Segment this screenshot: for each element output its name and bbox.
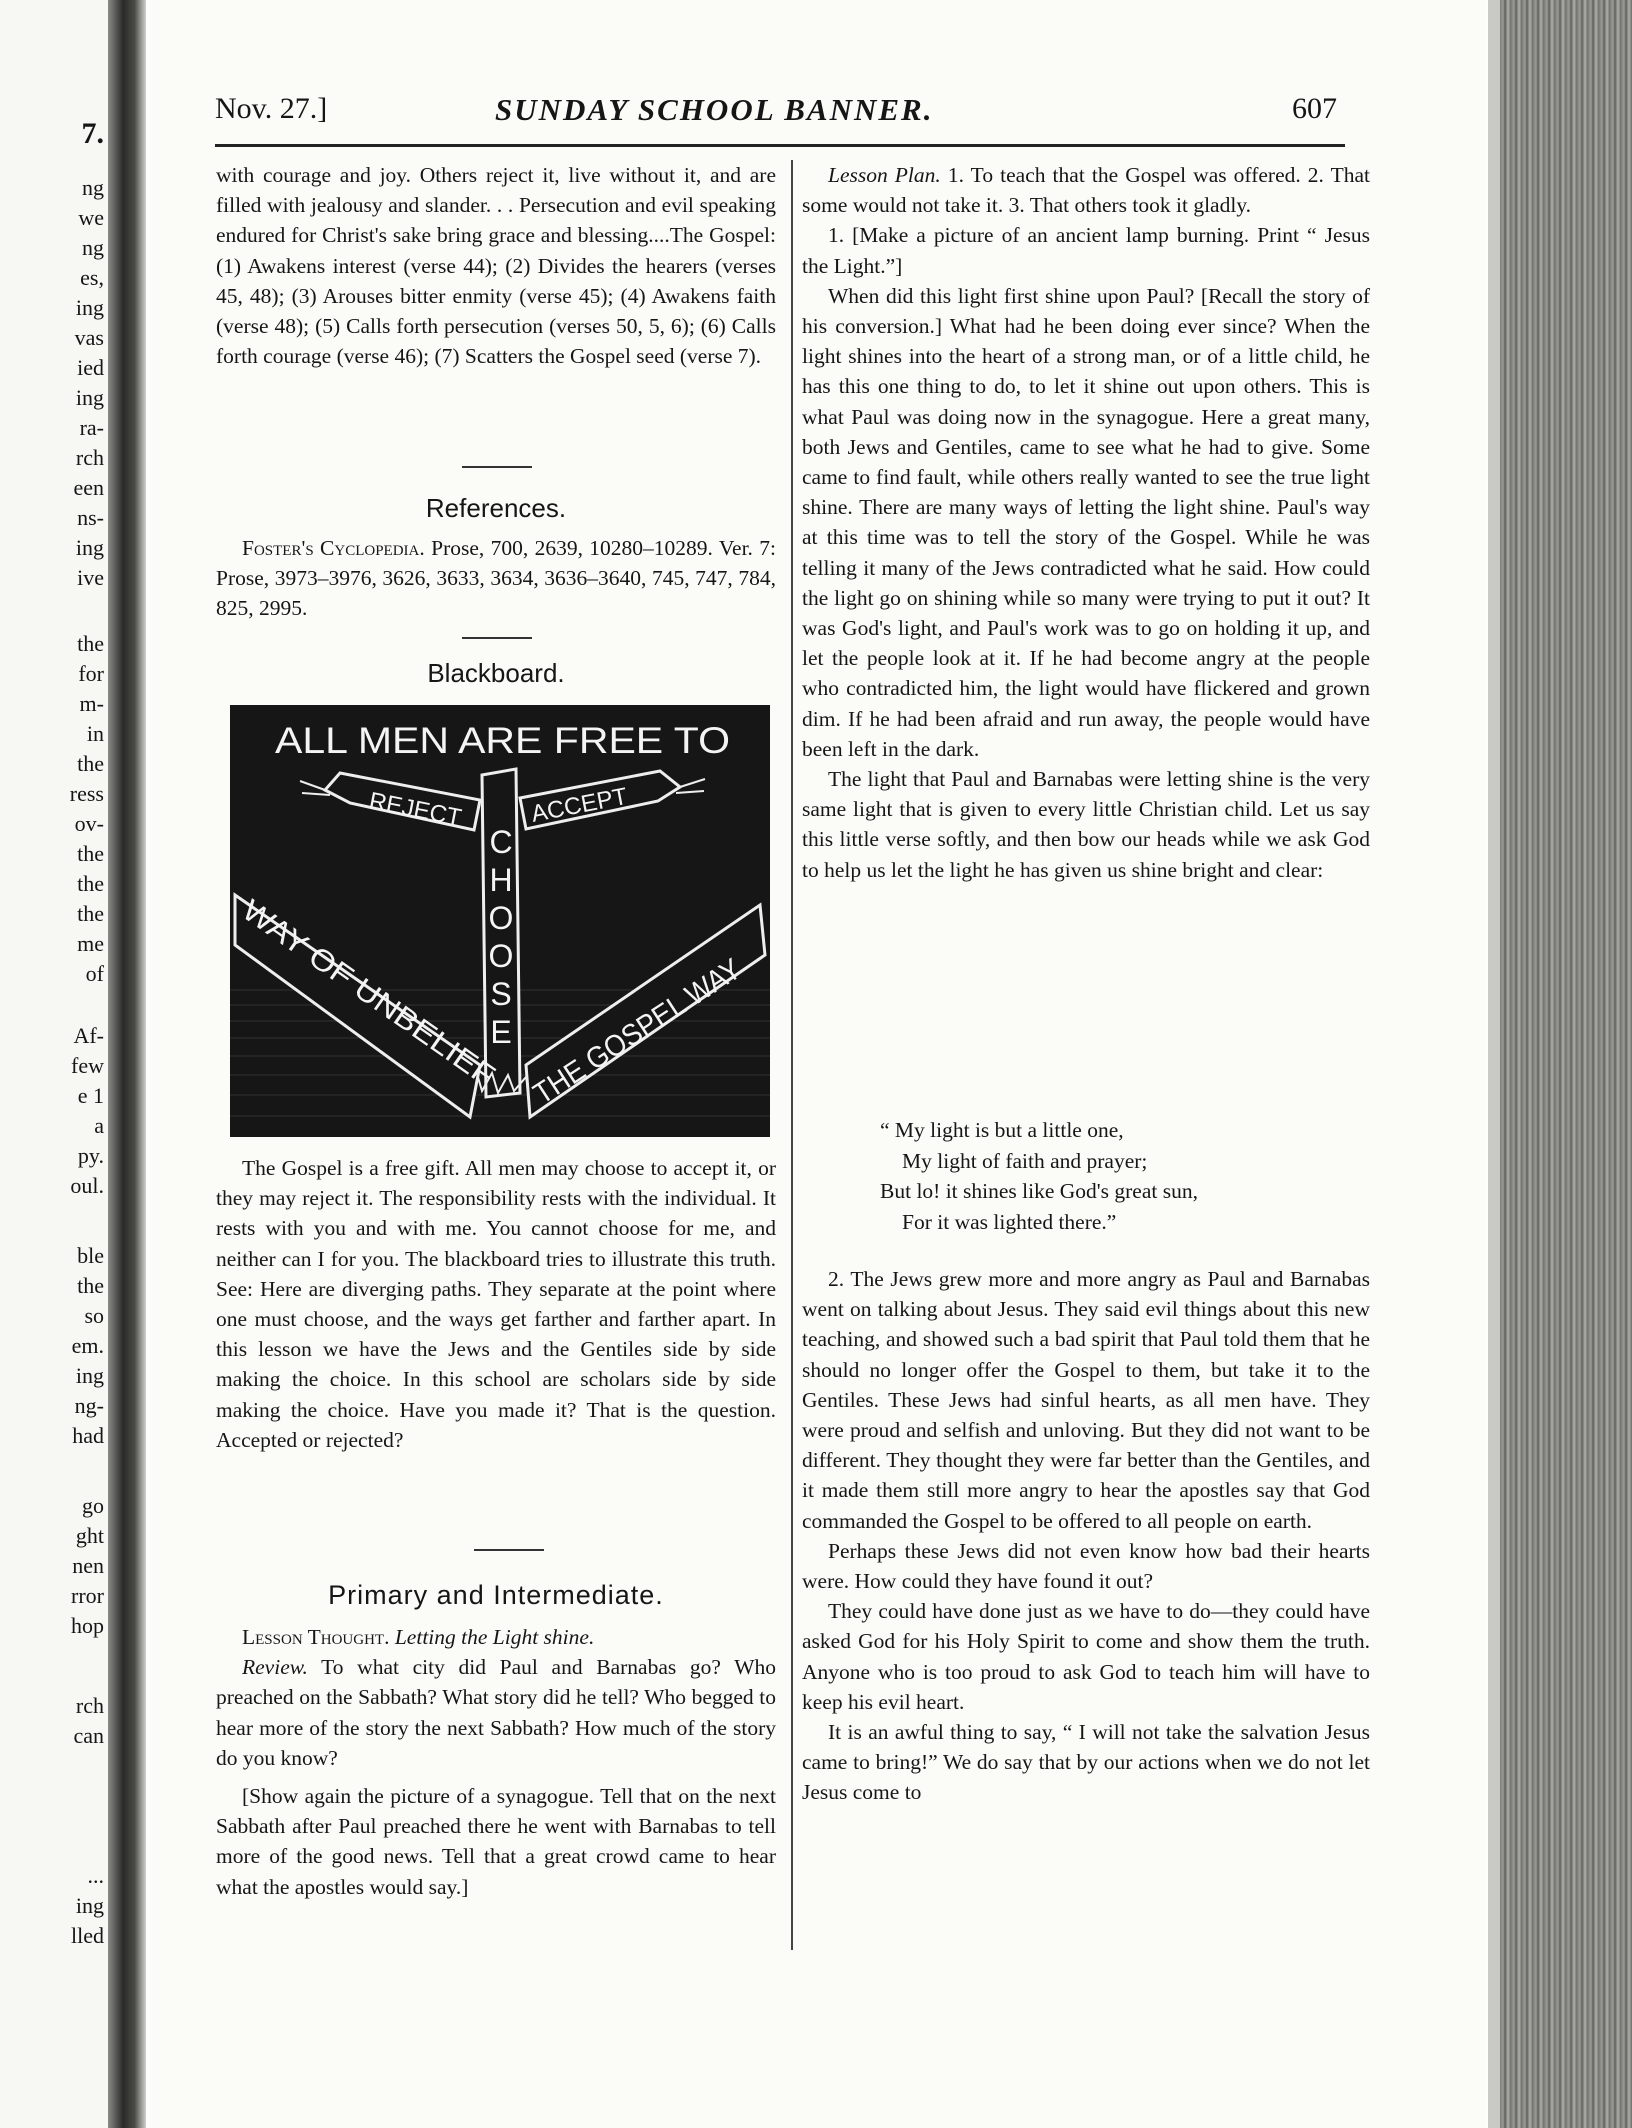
- prev-page-fragment: ied: [77, 355, 104, 380]
- prev-page-fragment: the: [77, 901, 104, 926]
- previous-page-margin-text: [0, 112, 104, 2012]
- prev-page-fragment: me: [77, 931, 104, 956]
- prev-page-fragment: nen: [72, 1553, 104, 1578]
- prev-page-fragment: ble: [77, 1243, 104, 1268]
- left-column-top: [216, 160, 776, 371]
- prev-page-fragment: the: [77, 1273, 104, 1298]
- references-text: Prose, 700, 2639, 10280–10289. Ver. 7: Prose, 3973–3976, 3626, 3633, 3634, 3636–3640, 745, 747, 784, 825, 2995.: [216, 536, 776, 621]
- prev-page-fragment: m-: [79, 691, 104, 716]
- prev-page-fragment: ov-: [74, 811, 104, 836]
- page-number: 607: [1292, 92, 1337, 125]
- review-label: Review.: [242, 1655, 308, 1680]
- choose-letter: E: [490, 1014, 512, 1050]
- prev-page-fragment: oul.: [70, 1173, 104, 1198]
- synagogue-instruction: [Show again the picture of a synagogue. Tell that on the next Sabbath after Paul preached there he went with Barnabas to tell more of the good news. Tell that a great crowd came to hear what the apostles would say.]: [216, 1784, 776, 1899]
- prev-page-fragment: few: [71, 1053, 104, 1078]
- prev-page-fragment: had: [72, 1423, 104, 1448]
- gospel-way-label: THE GOSPEL WAY: [527, 939, 768, 1111]
- prev-page-fragment: the: [77, 751, 104, 776]
- lesson-thought-label: Lesson Thought.: [242, 1625, 390, 1649]
- running-header: [215, 92, 1347, 138]
- blackboard-paragraph: The Gospel is a free gift. All men may choose to accept it, or they may reject it. The responsibility rests with the individual. It rests with you and with me. You cannot choose for me, and neither can I for you. The blackboard tries to illustrate this truth. See: Here are diverging paths. They separate at the point where one must choose, and the ways get farther and farther apart. In this lesson we have the Jews and the Gentiles side by side making the choice. In this school are scholars side by side making the choice. Have you made it? That is the question. Accepted or rejected?: [216, 1156, 776, 1452]
- prev-page-fragment: ing: [75, 295, 104, 320]
- choose-letter: O: [488, 938, 514, 974]
- prev-page-fragment: so: [84, 1303, 104, 1328]
- salvation-paragraph: It is an awful thing to say, “ I will not take the salvation Jesus came to bring!” We do say that by our actions when we do not let Jesus come to: [802, 1720, 1370, 1805]
- header-rule: [215, 144, 1345, 147]
- lesson-plan-text: 1. To teach that the Gospel was offered. 2. That some would not take it. 3. That others took it gladly.: [802, 163, 1371, 218]
- choose-letter: C: [489, 824, 513, 860]
- prev-page-fragment: the: [77, 871, 104, 896]
- choose-letter: O: [488, 900, 514, 936]
- header-title: SUNDAY SCHOOL BANNER.: [495, 92, 934, 127]
- prev-page-fragment: ns-: [77, 505, 104, 530]
- accept-label: ACCEPT: [528, 782, 630, 828]
- lamp-instruction: 1. [Make a picture of an ancient lamp burning. Print “ Jesus the Light.”]: [802, 223, 1370, 278]
- references-source: Foster's Cyclopedia.: [242, 536, 425, 560]
- prev-page-fragment: ght: [75, 1523, 104, 1548]
- right-column-top: [802, 160, 1370, 885]
- prev-page-fragment: ive: [77, 565, 104, 590]
- holy-spirit-paragraph: They could have done just as we have to do—they could have asked God for his Holy Spirit to come and show them the truth. Anyone who is too proud to ask God to teach him will have to keep his evil heart.: [802, 1599, 1370, 1714]
- prev-page-fragment: Af-: [73, 1023, 104, 1048]
- reject-label: REJECT: [366, 787, 464, 832]
- prev-page-fragment: ng: [82, 175, 104, 200]
- choose-letter: H: [489, 862, 513, 898]
- section-rule: [474, 1549, 544, 1551]
- primary-intermediate-block: [216, 1622, 776, 1902]
- prev-page-fragment: of: [85, 961, 104, 986]
- prev-page-fragment: es,: [80, 265, 104, 290]
- prev-page-fragment: ress: [69, 781, 104, 806]
- blackboard-heading: Blackboard.: [427, 658, 565, 688]
- prev-page-fragment: een: [73, 475, 104, 500]
- poem-line: But lo! it shines like God's great sun,: [880, 1179, 1198, 1203]
- poem-line: For it was lighted there.”: [902, 1209, 1117, 1234]
- prev-page-fragment: the: [77, 631, 104, 656]
- prev-page-fragment: can: [73, 1723, 104, 1748]
- prev-page-fragment: rch: [75, 445, 104, 470]
- prev-page-fragment: e 1: [77, 1083, 104, 1108]
- poem-line: My light of faith and prayer;: [902, 1148, 1148, 1173]
- book-gutter: [108, 0, 146, 2128]
- prev-page-fragment: ra-: [79, 415, 104, 440]
- unbelief-label: WAY OF UNBELIEF: [235, 893, 476, 1076]
- prev-page-fragment: ...: [87, 1863, 104, 1888]
- section-rule: [462, 466, 532, 468]
- lesson-plan-label: Lesson Plan.: [828, 163, 941, 187]
- prev-page-fragment: the: [77, 841, 104, 866]
- references-block: [216, 533, 776, 624]
- prev-page-fragment: 7.: [81, 117, 104, 150]
- light-paragraph: When did this light first shine upon Paul? [Recall the story of his conversion.] What had he been doing ever since? When the light shines into the heart of a strong man, or of a little child, he has this one thing to do, to let it shine out upon others. This is what Paul was doing now in the synagogue. Here a great many, both Jews and Gentiles, came to see what he had to give. Some came to find fault, while others really wanted to see the true light shine. There are many ways of letting the light shine. Paul's way at this time was to tell the story of the Gospel. While he was telling it many of the Jews contradicted what he said. How could the light go on shining while so many were trying to put it out? It was God's light, and Paul's work was to go on holding it up, and let the people look at it. If he had become angry at the people who contradicted him, the light would have flickered and grown dim. If he had been afraid and run away, the people would have been left in the dark.: [802, 283, 1370, 761]
- prev-page-fragment: in: [86, 721, 104, 746]
- poem: [880, 1115, 1198, 1237]
- right-column-bottom: [802, 1264, 1370, 1808]
- prev-page-fragment: vas: [74, 325, 104, 350]
- blackboard-top-text: ALL MEN ARE FREE TO: [275, 720, 730, 761]
- header-date: Nov. 27.]: [215, 92, 328, 125]
- prev-page-fragment: go: [82, 1493, 104, 1518]
- prev-page-fragment: ing: [75, 1893, 104, 1918]
- prev-page-fragment: rror: [71, 1583, 104, 1608]
- hearts-paragraph: Perhaps these Jews did not even know how bad their hearts were. How could they have found it out?: [802, 1538, 1370, 1594]
- prev-page-fragment: ng: [82, 235, 104, 260]
- gospel-outline-paragraph: with courage and joy. Others reject it, live without it, and are filled with jealousy and slander. . . Persecution and evil speaking endured for Christ's sake bring grace and blessing....The Gospel: (1) Awakens interest (verse 44); (2) Divides the hearers (verses 45, 48); (3) Arouses bitter enmity (verse 45); (4) Awakens faith (verse 48); (5) Calls forth persecution (verses 50, 5, 6); (6) Calls forth courage (verse 46); (7) Scatters the Gospel seed (verse 7).: [216, 163, 776, 369]
- prev-page-fragment: ing: [75, 385, 104, 410]
- review-text: To what city did Paul and Barnabas go? Who preached on the Sabbath? What story did he tell? Who begged to hear more of the story the next Sabbath? How much of the story do you know?: [216, 1655, 776, 1770]
- poem-line: “ My light is but a little one,: [880, 1118, 1124, 1142]
- column-rule: [791, 160, 793, 1950]
- blackboard-illustration: [230, 705, 770, 1137]
- blackboard-explanation: [216, 1153, 776, 1455]
- prev-page-fragment: ing: [75, 535, 104, 560]
- prev-page-fragment: lled: [71, 1923, 104, 1948]
- prev-page-fragment: ng-: [74, 1393, 104, 1418]
- prev-page-fragment: em.: [71, 1333, 104, 1358]
- choose-letter: S: [490, 976, 512, 1012]
- references-heading: References.: [425, 493, 567, 523]
- section-rule: [462, 637, 532, 639]
- prev-page-fragment: we: [78, 205, 104, 230]
- prev-page-fragment: a: [94, 1113, 104, 1138]
- prev-page-fragment: hop: [71, 1613, 104, 1638]
- jews-paragraph: 2. The Jews grew more and more angry as Paul and Barnabas went on talking about Jesus. They said evil things about this new teaching, and showed such a bad spirit that Paul told them that he should no longer offer the Gospel to them, but take it to the Gentiles. These Jews had sinful hearts, as all men have. They were proud and selfish and unloving. But they did not want to be different. They thought they were far better than the Gentiles, and it made them still more angry to hear the apostles say that God commanded the Gospel to be offered to all people on earth.: [802, 1267, 1370, 1533]
- primary-intermediate-heading: Primary and Intermediate.: [328, 1580, 664, 1610]
- barnabas-paragraph: The light that Paul and Barnabas were letting shine is the very same light that is given to every little Christian child. Let us say this little verse softly, and then bow our heads while we ask God to help us let the light he has given us shine bright and clear:: [802, 767, 1370, 882]
- prev-page-fragment: for: [78, 661, 104, 686]
- prev-page-fragment: ing: [75, 1363, 104, 1388]
- prev-page-fragment: py.: [77, 1143, 104, 1168]
- prev-page-fragment: rch: [75, 1693, 104, 1718]
- lesson-thought: Letting the Light shine.: [394, 1625, 595, 1649]
- book-spine: [1500, 0, 1632, 2128]
